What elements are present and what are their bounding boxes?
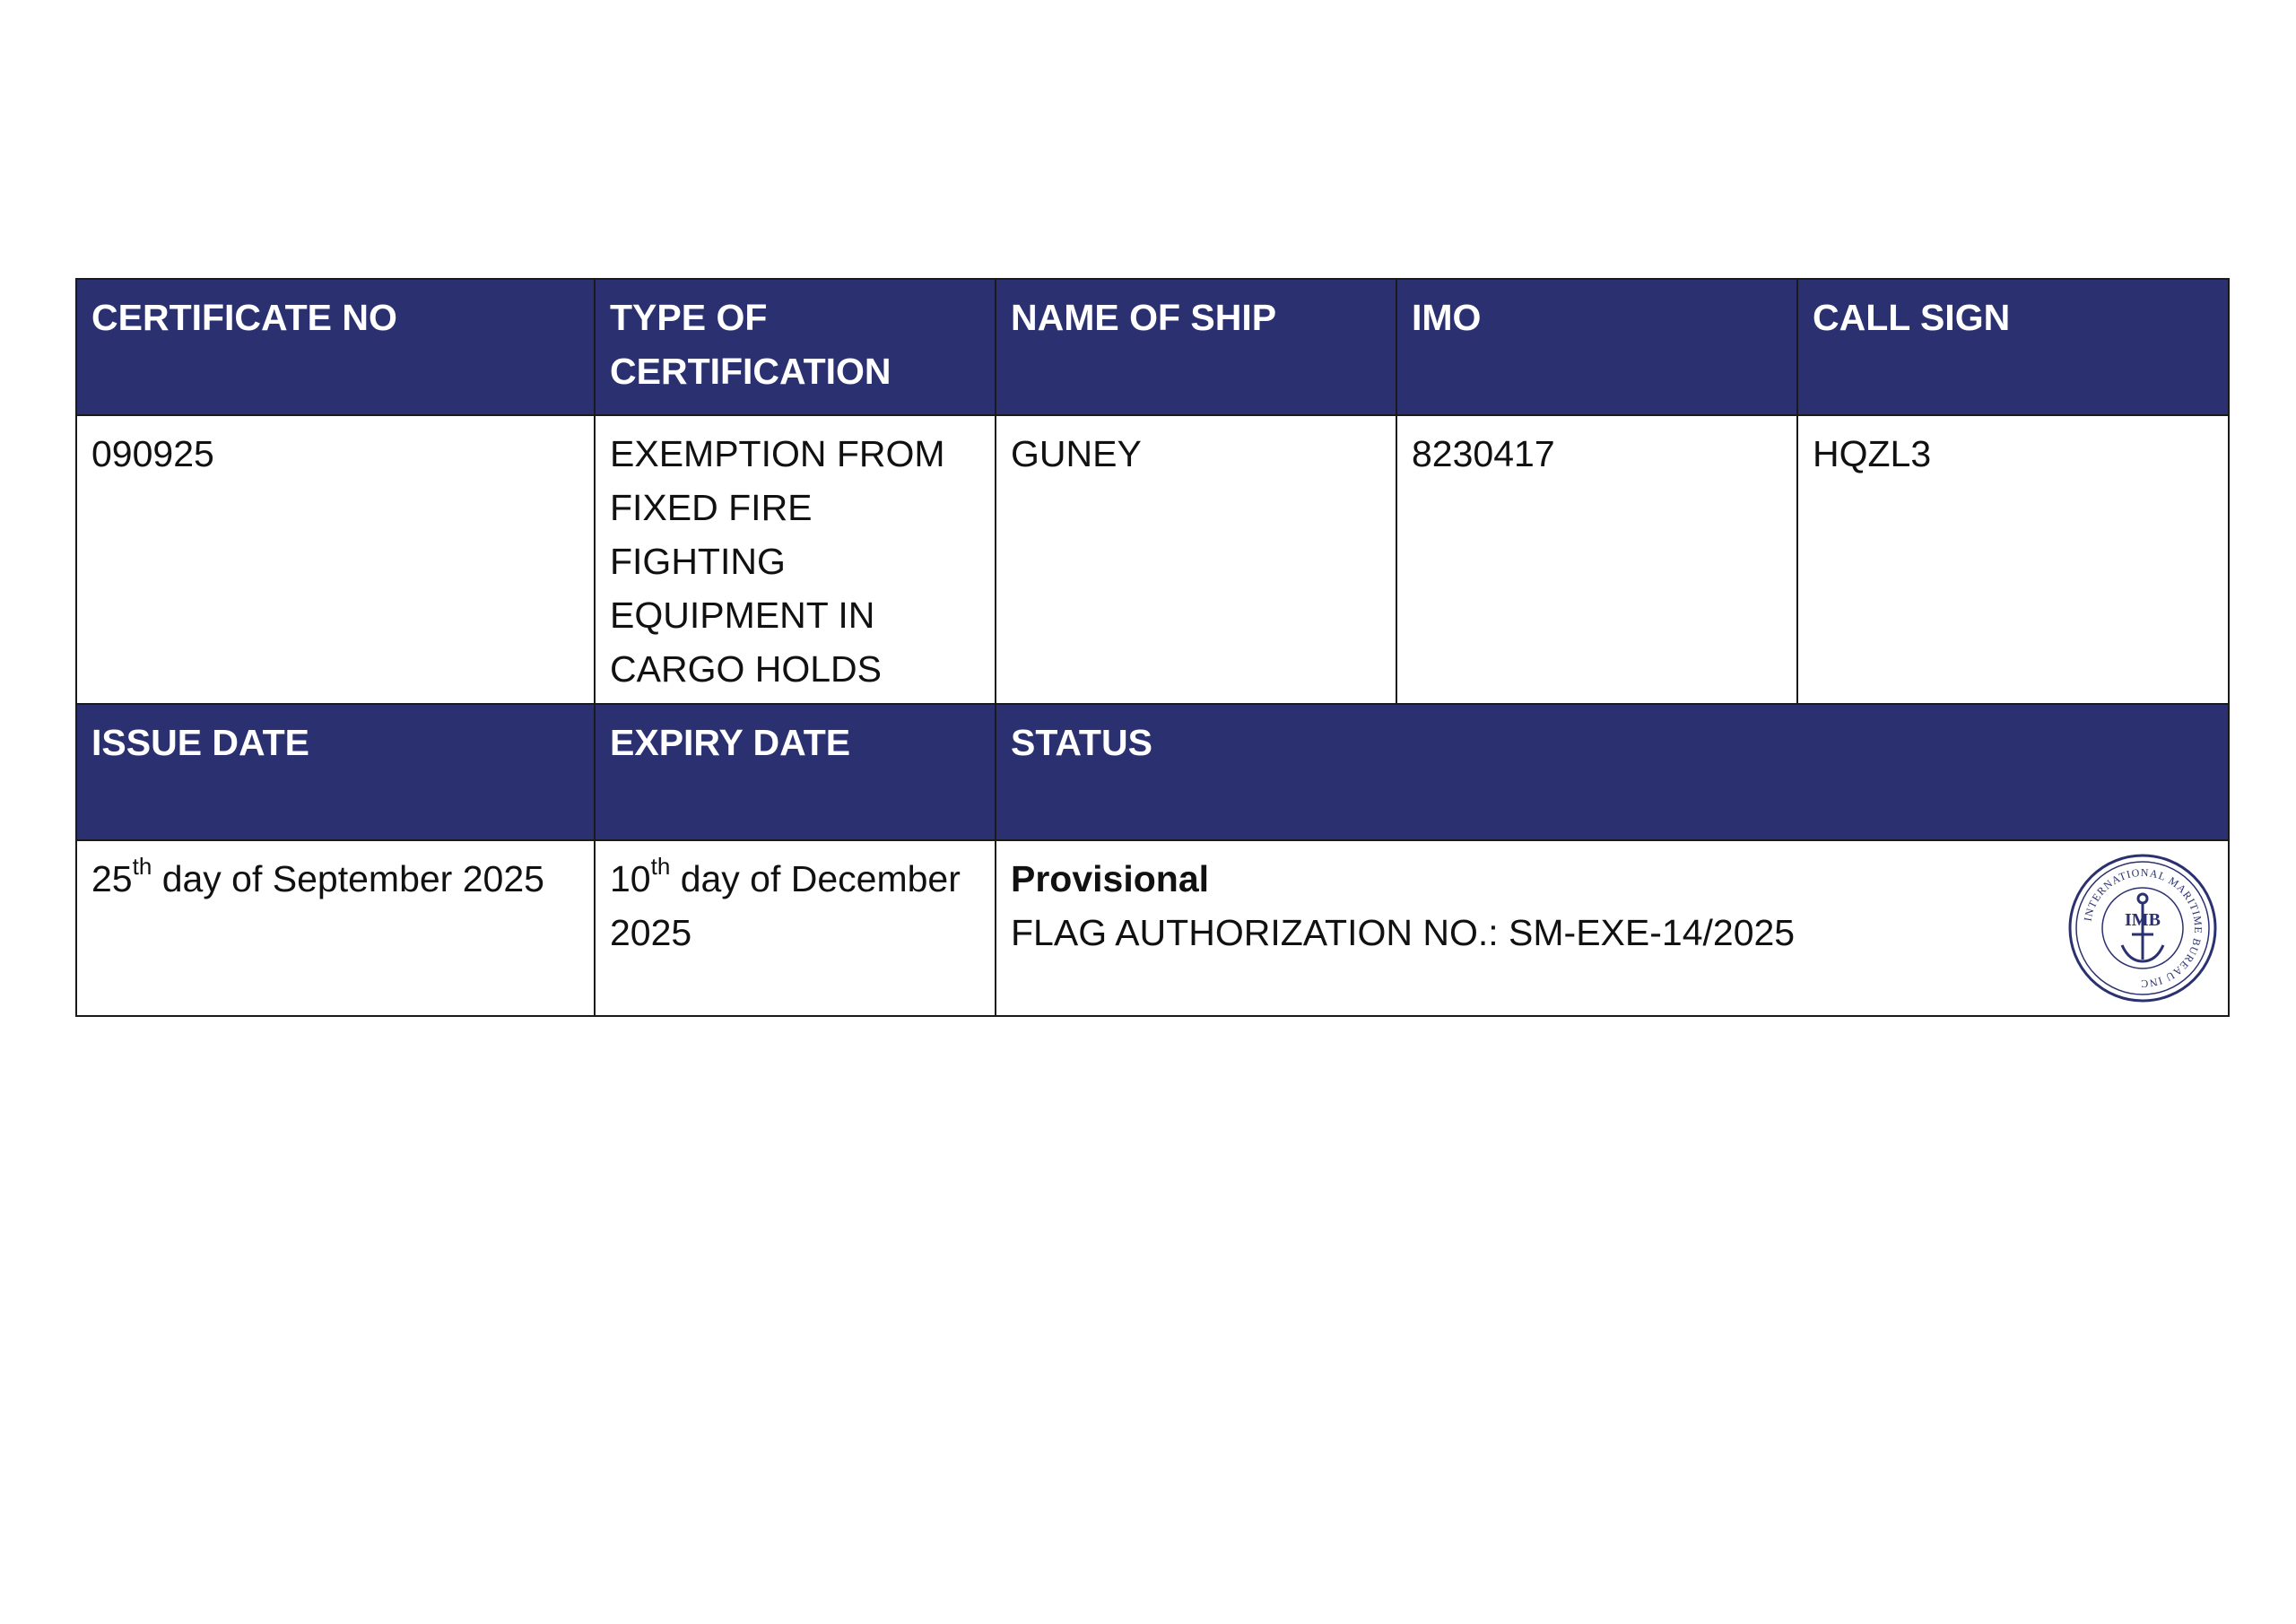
status-value: [996, 840, 2229, 1016]
issue-date-suffix: th: [132, 853, 152, 881]
certificate-table: [75, 278, 2230, 1017]
header-row-2: [76, 704, 2229, 840]
header-type-of-certification: TYPE OF CERTIFICATION: [595, 279, 996, 415]
issue-date-value: [76, 840, 595, 1016]
imb-seal-stamp: [2066, 852, 2219, 1004]
header-certificate-no: CERTIFICATE NO: [76, 279, 595, 415]
call-sign-value: HQZL3: [1797, 415, 2229, 704]
svg-text:INTERNATIONAL MARITIME BUREAU: INTERNATIONAL MARITIME BUREAU INC: [2081, 865, 2205, 991]
status-title: Provisional: [1011, 858, 1210, 899]
expiry-date-rest: day of December 2025: [610, 858, 961, 953]
header-name-of-ship: NAME OF SHIP: [996, 279, 1396, 415]
expiry-date-value: [595, 840, 996, 1016]
expiry-date-suffix: th: [650, 853, 671, 881]
svg-text:IMB: IMB: [2125, 910, 2161, 930]
issue-date-day: 25: [91, 858, 133, 899]
header-row-1: [76, 279, 2229, 415]
header-issue-date: ISSUE DATE: [76, 704, 595, 840]
expiry-date-day: 10: [610, 858, 651, 899]
certificate-no-value: 090925: [76, 415, 595, 704]
name-of-ship-value: GUNEY: [996, 415, 1396, 704]
type-of-certification-value: EXEMPTION FROM FIXED FIRE FIGHTING EQUIPMENT IN CARGO HOLDS: [595, 415, 996, 704]
status-detail: FLAG AUTHORIZATION NO.: SM-EXE-14/2025: [1011, 912, 1796, 953]
data-row-2: [76, 840, 2229, 1016]
issue-date-rest: day of September 2025: [152, 858, 544, 899]
header-expiry-date: EXPIRY DATE: [595, 704, 996, 840]
header-imo: IMO: [1396, 279, 1797, 415]
data-row-1: [76, 415, 2229, 704]
header-call-sign: CALL SIGN: [1797, 279, 2229, 415]
imo-value: 8230417: [1396, 415, 1797, 704]
header-status: STATUS: [996, 704, 2229, 840]
